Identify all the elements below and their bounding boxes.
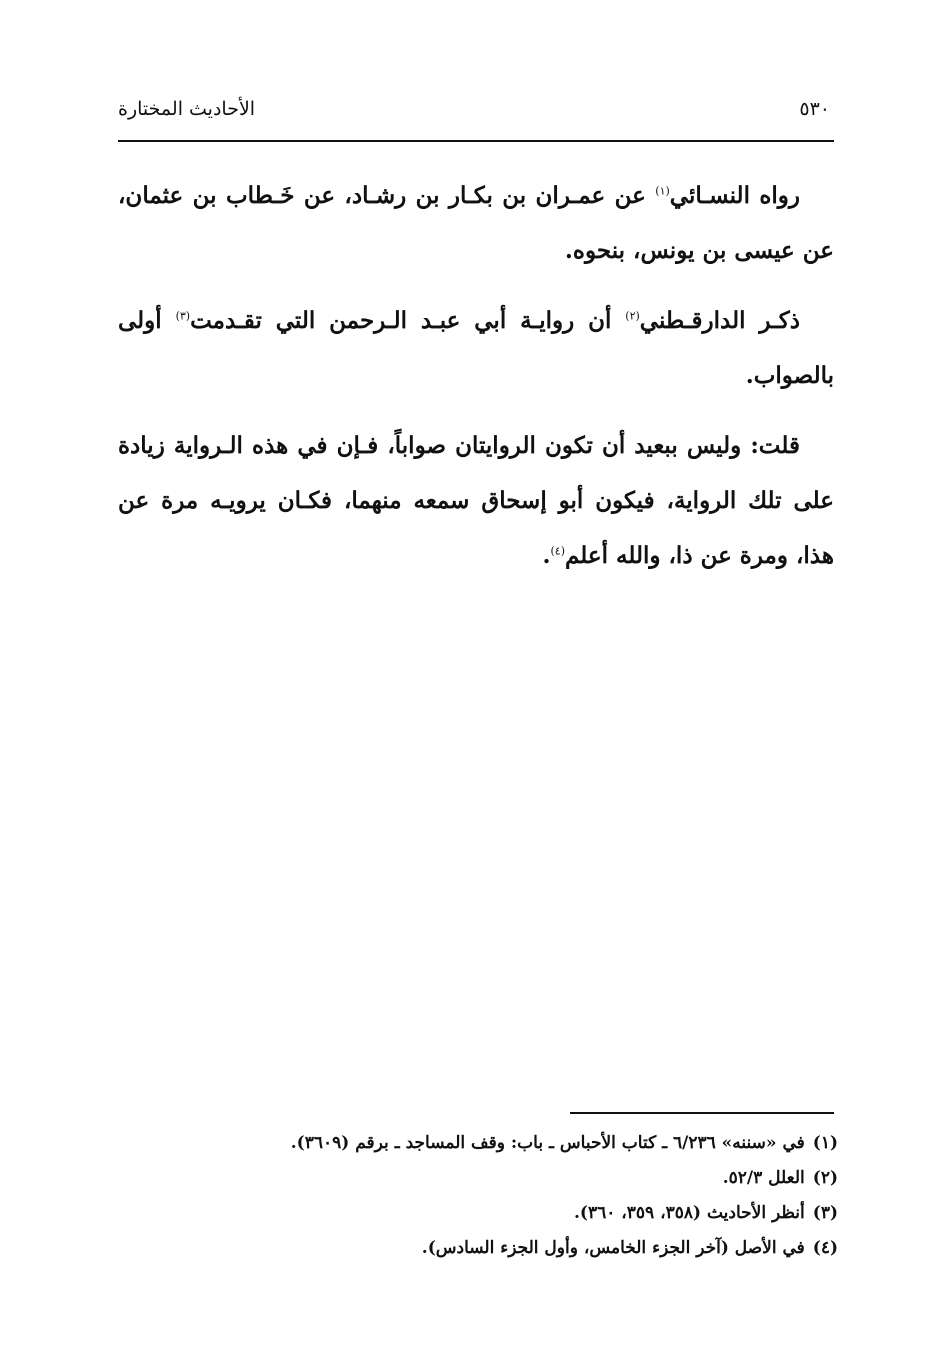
paragraph-text: أولى بالصواب.	[118, 307, 834, 389]
footnote-marker-3: (٣)	[175, 309, 191, 323]
paragraph-text: قلت: وليس ببعيد أن تكون الروايتان صواباً، فـإن في هذه الـرواية زيادة على تلك الرواية، فيكون أبو إسحاق سمعه منهما، فكـان يرويـه مرة عن هذا، ومرة عن ذا، والله أعلم	[118, 432, 834, 569]
page-number: ٥٣٠	[799, 98, 830, 120]
paragraph-text: .	[542, 542, 551, 569]
footnote-number: (٤)	[812, 1238, 838, 1258]
footnote-1	[118, 1126, 838, 1161]
paragraph-3	[118, 418, 834, 583]
footnote-4	[118, 1231, 838, 1266]
footnote-text: في الأصل (آخر الجزء الخامس، وأول الجزء السادس).	[421, 1238, 805, 1258]
footnote-number: (٣)	[812, 1203, 838, 1223]
footnote-number: (١)	[812, 1133, 838, 1153]
paragraph-text: رواه النسـائي	[669, 182, 800, 209]
paragraph-2	[118, 293, 834, 403]
footnote-text: أنظر الأحاديث (٣٥٨، ٣٥٩، ٣٦٠).	[574, 1203, 805, 1223]
footnote-marker-4: (٤)	[550, 544, 565, 558]
page-header	[118, 92, 830, 126]
main-text	[118, 168, 834, 598]
footnote-text: العلل ٥٢/٣.	[722, 1168, 805, 1188]
footnotes	[118, 1126, 838, 1266]
paragraph-1	[118, 168, 834, 278]
footnote-text: في «سننه» ٦/٢٣٦ ـ كتاب الأحباس ـ باب: وقف المساجد ـ برقم (٣٦٠٩).	[290, 1133, 805, 1153]
header-divider	[118, 140, 834, 142]
footnote-marker-2: (٢)	[625, 309, 640, 323]
footnote-marker-1: (١)	[655, 184, 670, 198]
paragraph-text: عن عمـران بن بكـار بن رشـاد، عن خَـطاب بن عثمان، عن عيسى بن يونس، بنحوه.	[118, 182, 834, 264]
footnote-divider	[570, 1112, 834, 1114]
footnote-3	[118, 1196, 838, 1231]
footnote-2	[118, 1161, 838, 1196]
paragraph-text: ذكـر الدارقـطني	[639, 307, 800, 334]
footnote-number: (٢)	[812, 1168, 838, 1188]
paragraph-text: أن روايـة أبي عبـد الـرحمن التي تقـدمت	[190, 307, 626, 334]
running-title: الأحاديث المختارة	[118, 98, 256, 120]
